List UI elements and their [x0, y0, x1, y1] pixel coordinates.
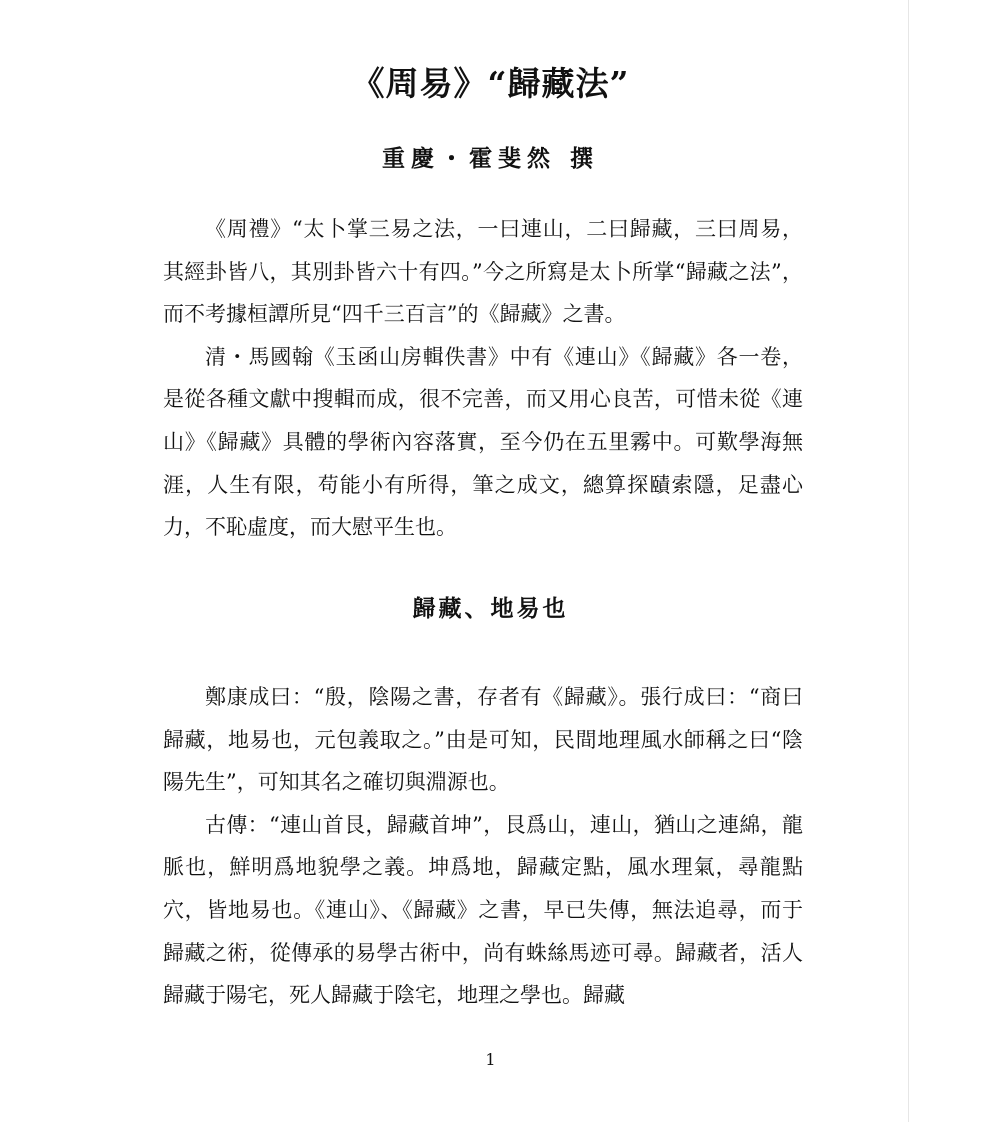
author-line: 重慶・霍斐然 撰 [381, 145, 599, 172]
section-heading: 歸藏、地易也 [412, 595, 569, 622]
document-title: 《周易》“歸藏法” [351, 64, 630, 103]
intro-section [163, 208, 803, 549]
section-paragraph-1: 鄭康成曰：“殷，陰陽之書，存者有《歸藏》。張行成曰：“商曰歸藏，地易也，元包義取之。”由是可知，民間地理風水師稱之曰“陰陽先生”，可知其名之確切與淵源也。 [163, 685, 803, 795]
intro-paragraph-1: 《周禮》“太卜掌三易之法，一曰連山，二曰歸藏，三曰周易，其經卦皆八，其別卦皆六十有四。”今之所寫是太卜所掌“歸藏之法”，而不考據桓譚所見“四千三百言”的《歸藏》之書。 [163, 217, 803, 327]
section-paragraph-2: 古傳：“連山首艮，歸藏首坤”，艮爲山，連山，猶山之連綿，龍脈也，鮮明爲地貌學之義。坤爲地，歸藏定點，風水理氣，尋龍點穴，皆地易也。《連山》、《歸藏》之書，早已失傳，無法追尋，而于歸藏之術，從傳承的易學古術中，尚有蛛絲馬迹可尋。歸藏者，活人歸藏于陽宅，死人歸藏于陰宅，地理之學也。歸藏 [163, 812, 803, 1008]
page-number: 1 [485, 1050, 496, 1069]
intro-paragraph-2: 清・馬國翰《玉函山房輯佚書》中有《連山》《歸藏》各一卷，是從各種文獻中搜輯而成，很不完善，而又用心良苦，可惜未從《連山》《歸藏》具體的學術內容落實，至今仍在五里霧中。可歎學海無涯，人生有限，苟能小有所得，筆之成文，總算探賾索隱，足盡心力，不恥虛度，而大慰平生也。 [163, 344, 803, 540]
section-body [163, 676, 803, 1017]
